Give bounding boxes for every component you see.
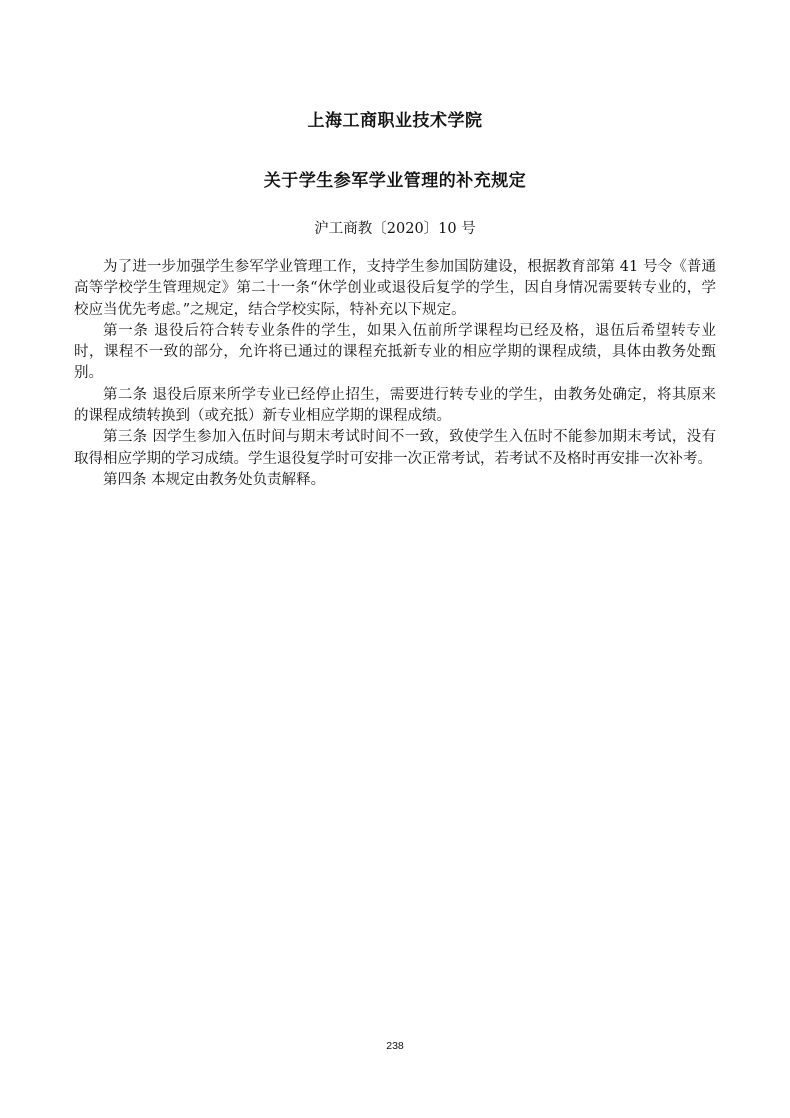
article-3-paragraph: 第三条 因学生参加入伍时间与期末考试时间不一致，致使学生入伍时不能参加期末考试，没有取得相应学期的学习成绩。学生退役复学时可安排一次正常考试，若考试不及格时再安排一次补考。 [74, 429, 716, 467]
document-body [74, 257, 716, 491]
page-number: 238 [386, 1040, 404, 1052]
article-1-paragraph: 第一条 退役后符合转专业条件的学生，如果入伍前所学课程均已经及格，退伍后希望转专业时，课程不一致的部分，允许将已通过的课程充抵新专业的相应学期的课程成绩，具体由教务处甄别。 [74, 322, 716, 382]
preamble-paragraph: 为了进一步加强学生参军学业管理工作，支持学生参加国防建设，根据教育部第 41 号令《普通高等学校学生管理规定》第二十一条“休学创业或退役后复学的学生，因自身情况需要转专业的，学校应当优先考虑。”之规定，结合学校实际，特补充以下规定。 [74, 259, 716, 318]
article-4-paragraph: 第四条 本规定由教务处负责解释。 [103, 471, 326, 488]
document-number: 沪工商教〔2020〕10 号 [314, 221, 476, 237]
article-2-paragraph: 第二条 退役后原来所学专业已经停止招生，需要进行转专业的学生，由教务处确定，将其原来的课程成绩转换到（或充抵）新专业相应学期的课程成绩。 [74, 386, 716, 425]
institution-title: 上海工商职业技术学院 [307, 111, 483, 131]
document-title: 关于学生参军学业管理的补充规定 [263, 171, 527, 191]
